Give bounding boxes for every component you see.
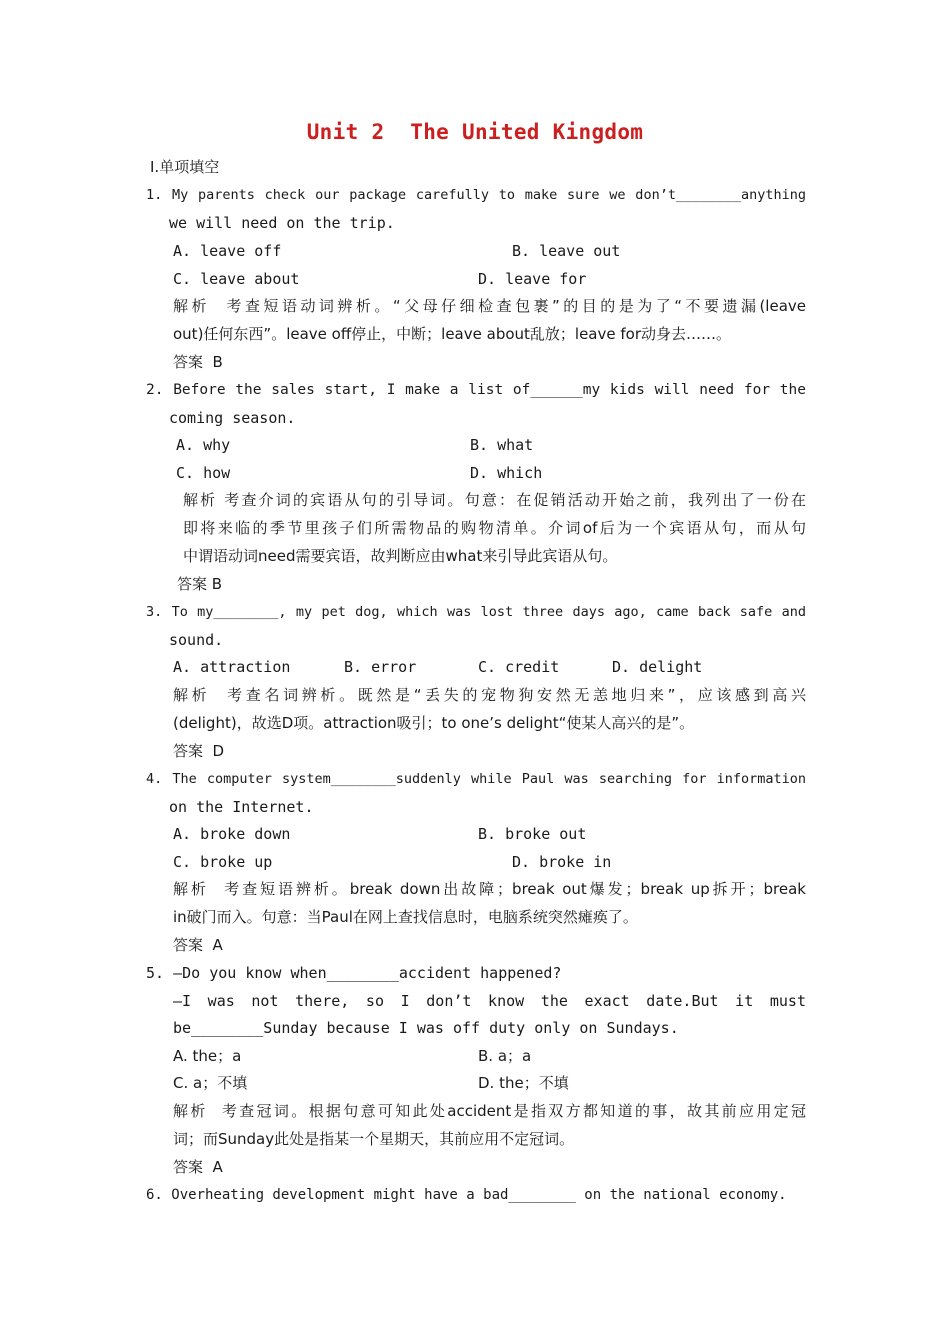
question-5-explanation-line-2: 词；而Sunday此处是指某一个星期天，其前应用不定冠词。 xyxy=(173,1130,575,1148)
question-2-option-b: B. what xyxy=(470,436,534,454)
question-4-option-a: A. broke down xyxy=(173,825,291,843)
question-1-stem-line-1: 1. My parents check our package carefully to make sure we don’t________anything xyxy=(146,187,806,203)
question-1-stem-line-2: we will need on the trip. xyxy=(169,214,395,232)
question-5-option-d: D. the；不填 xyxy=(478,1074,569,1092)
question-5-option-b: B. a；a xyxy=(478,1047,532,1065)
question-1-explanation-line-1: 解析 考查短语动词辨析。“父母仔细检查包裹”的目的是为了“不要遗漏(leave xyxy=(173,297,806,315)
question-5-stem-line-1: 5. —Do you know when________accident happened? xyxy=(146,964,562,982)
question-3-option-c: C. credit xyxy=(478,658,560,676)
question-2-option-c: C. how xyxy=(176,464,231,482)
question-1-explanation-line-2: out)任何东西”。leave off停止，中断；leave about乱放；leave for动身去……。 xyxy=(173,325,731,343)
question-1-option-a: A. leave off xyxy=(173,242,282,260)
question-3-explanation-line-2: (delight)，故选D项。attraction吸引；to one’s delight“使某人高兴的是”。 xyxy=(173,714,695,732)
question-4-explanation-line-1: 解析 考查短语辨析。break down出故障；break out爆发；break up拆开；break xyxy=(173,880,806,898)
question-2-explanation-line-1: 解析 考查介词的宾语从句的引导词。句意：在促销活动开始之前，我列出了一份在 xyxy=(183,491,806,509)
question-6-stem-line-1: 6. Overheating development might have a bad________ on the national economy. xyxy=(146,1187,787,1203)
question-5-stem-line-3: be________Sunday because I was off duty only on Sundays. xyxy=(173,1019,679,1037)
question-2-explanation-line-3: 中谓语动词need需要宾语，故判断应由what来引导此宾语从句。 xyxy=(183,547,618,565)
section-heading: Ⅰ.单项填空 xyxy=(150,158,220,176)
question-2-stem-line-1: 2. Before the sales start, I make a list of______my kids will need for the xyxy=(146,382,806,398)
question-1-option-d: D. leave for xyxy=(478,270,587,288)
question-1-answer: 答案 B xyxy=(173,353,223,371)
question-4-explanation-line-2: in破门而入。句意：当Paul在网上查找信息时，电脑系统突然瘫痪了。 xyxy=(173,908,638,926)
question-4-option-c: C. broke up xyxy=(173,853,273,871)
question-3-explanation-line-1: 解析 考查名词辨析。既然是“丢失的宠物狗安然无恙地归来”，应该感到高兴 xyxy=(173,686,806,704)
document-title: Unit 2 The United Kingdom xyxy=(306,120,644,144)
question-2-stem-line-2: coming season. xyxy=(169,409,296,427)
question-3-answer: 答案 D xyxy=(173,742,225,760)
question-4-stem-line-1: 4. The computer system________suddenly while Paul was searching for information xyxy=(146,771,806,787)
question-2-option-a: A. why xyxy=(176,436,231,454)
question-4-option-b: B. broke out xyxy=(478,825,587,843)
question-1-option-c: C. leave about xyxy=(173,270,300,288)
question-5-explanation-line-1: 解析 考查冠词。根据句意可知此处accident是指双方都知道的事，故其前应用定冠 xyxy=(173,1102,806,1120)
question-3-stem-line-1: 3. To my________, my pet dog, which was lost three days ago, came back safe and xyxy=(146,604,806,620)
question-2-option-d: D. which xyxy=(470,464,543,482)
question-2-explanation-line-2: 即将来临的季节里孩子们所需物品的购物清单。介词of后为一个宾语从句，而从句 xyxy=(183,519,806,537)
question-5-stem-line-2: —I was not there, so I don’t know the exact date.But it must xyxy=(173,992,806,1010)
question-4-option-d: D. broke in xyxy=(512,853,612,871)
question-4-stem-line-2: on the Internet. xyxy=(169,798,314,816)
question-3-stem-line-2: sound. xyxy=(169,631,224,649)
question-3-option-b: B. error xyxy=(344,658,417,676)
question-5-option-a: A. the；a xyxy=(173,1047,242,1065)
question-3-option-a: A. attraction xyxy=(173,658,291,676)
question-4-answer: 答案 A xyxy=(173,936,223,954)
question-5-answer: 答案 A xyxy=(173,1158,223,1176)
question-1-option-b: B. leave out xyxy=(512,242,621,260)
question-5-option-c: C. a；不填 xyxy=(173,1074,248,1092)
question-3-option-d: D. delight xyxy=(612,658,703,676)
question-2-answer: 答案 B xyxy=(177,575,223,593)
